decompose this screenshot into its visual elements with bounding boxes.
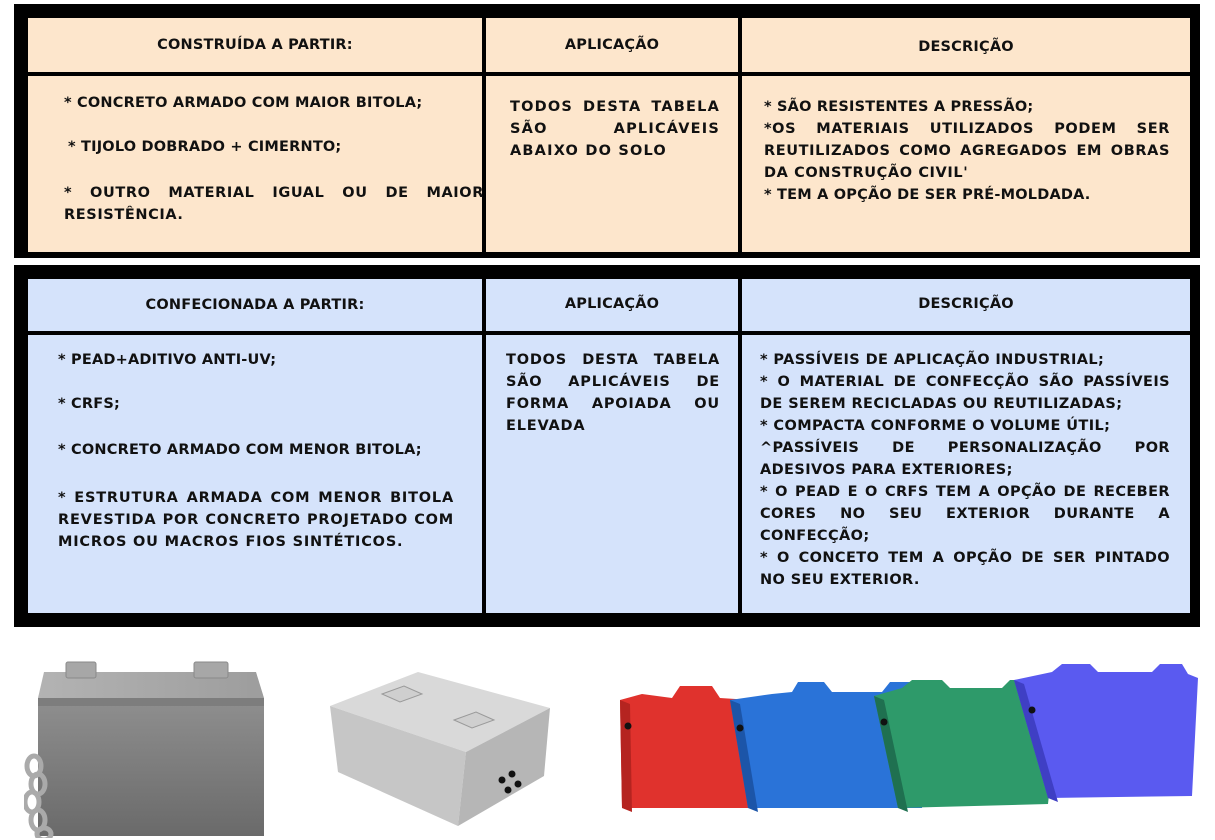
description-cell: [742, 76, 1190, 252]
header-description: [742, 279, 1190, 331]
header-made-from: [28, 279, 482, 331]
list-item: * COMPACTA CONFORME O VOLUME ÚTIL;: [760, 418, 1111, 434]
list-item: * TIJOLO DOBRADO + CIMERNTO;: [68, 139, 342, 155]
table-made-from: [14, 265, 1200, 627]
header-label: DESCRIÇÃO: [918, 296, 1014, 312]
list-item: * TEM A OPÇÃO DE SER PRÉ-MOLDADA.: [764, 187, 1091, 203]
table-built-from: [14, 4, 1200, 258]
list-item: * CONCRETO ARMADO COM MAIOR BITOLA;: [64, 95, 423, 111]
list-item: * CRFS;: [58, 396, 120, 412]
header-built-from: [28, 18, 482, 72]
list-item: * O CONCETO TEM A OPÇÃO DE SER PINTADO NO SEU EXTERIOR.: [760, 550, 1170, 588]
concrete-tank-image: [24, 658, 274, 838]
precast-box-image: [326, 668, 552, 828]
header-application: [486, 18, 738, 72]
header-label: APLICAÇÃO: [564, 296, 660, 312]
list-item: * O PEAD E O CRFS TEM A OPÇÃO DE RECEBER CORES NO SEU EXTERIOR DURANTE A CONFECÇÃO;: [760, 484, 1170, 544]
materials-cell: [28, 335, 482, 613]
list-item: * PEAD+ADITIVO ANTI-UV;: [58, 352, 277, 368]
plastic-tanks-image: [612, 658, 1202, 840]
product-photos: [0, 640, 1215, 840]
header-description: [742, 18, 1190, 72]
header-label: APLICAÇÃO: [564, 37, 660, 53]
materials-cell: [28, 76, 482, 252]
application-cell: [486, 335, 738, 613]
list-item: * CONCRETO ARMADO COM MENOR BITOLA;: [58, 442, 422, 458]
list-item: * SÃO RESISTENTES A PRESSÃO;: [764, 99, 1034, 115]
header-application: [486, 279, 738, 331]
header-label: DESCRIÇÃO: [918, 39, 1014, 55]
description-cell: [742, 335, 1190, 613]
list-item: * O MATERIAL DE CONFECÇÃO SÃO PASSÍVEIS DE SEREM RECICLADAS OU REUTILIZADAS;: [760, 374, 1170, 412]
list-item: * PASSÍVEIS DE APLICAÇÃO INDUSTRIAL;: [760, 352, 1105, 368]
header-label: CONSTRUÍDA A PARTIR:: [157, 37, 353, 53]
list-item: ^PASSÍVEIS DE PERSONALIZAÇÃO POR ADESIVOS PARA EXTERIORES;: [760, 440, 1170, 478]
header-label: CONFECIONADA A PARTIR:: [145, 297, 365, 313]
application-text: TODOS DESTA TABELA SÃO APLICÁVEIS DE FORMA APOIADA OU ELEVADA: [506, 352, 720, 434]
list-item: * OUTRO MATERIAL IGUAL OU DE MAIOR RESISTÊNCIA.: [64, 185, 484, 223]
application-cell: [486, 76, 738, 252]
application-text: TODOS DESTA TABELA SÃO APLICÁVEIS ABAIXO DO SOLO: [510, 99, 720, 159]
list-item: *OS MATERIAIS UTILIZADOS PODEM SER REUTILIZADOS COMO AGREGADOS EM OBRAS DA CONSTRUÇÃO CIVIL': [764, 121, 1170, 181]
list-item: * ESTRUTURA ARMADA COM MENOR BITOLA REVESTIDA POR CONCRETO PROJETADO COM MICROS OU MACROS FIOS SINTÉTICOS.: [58, 490, 454, 550]
